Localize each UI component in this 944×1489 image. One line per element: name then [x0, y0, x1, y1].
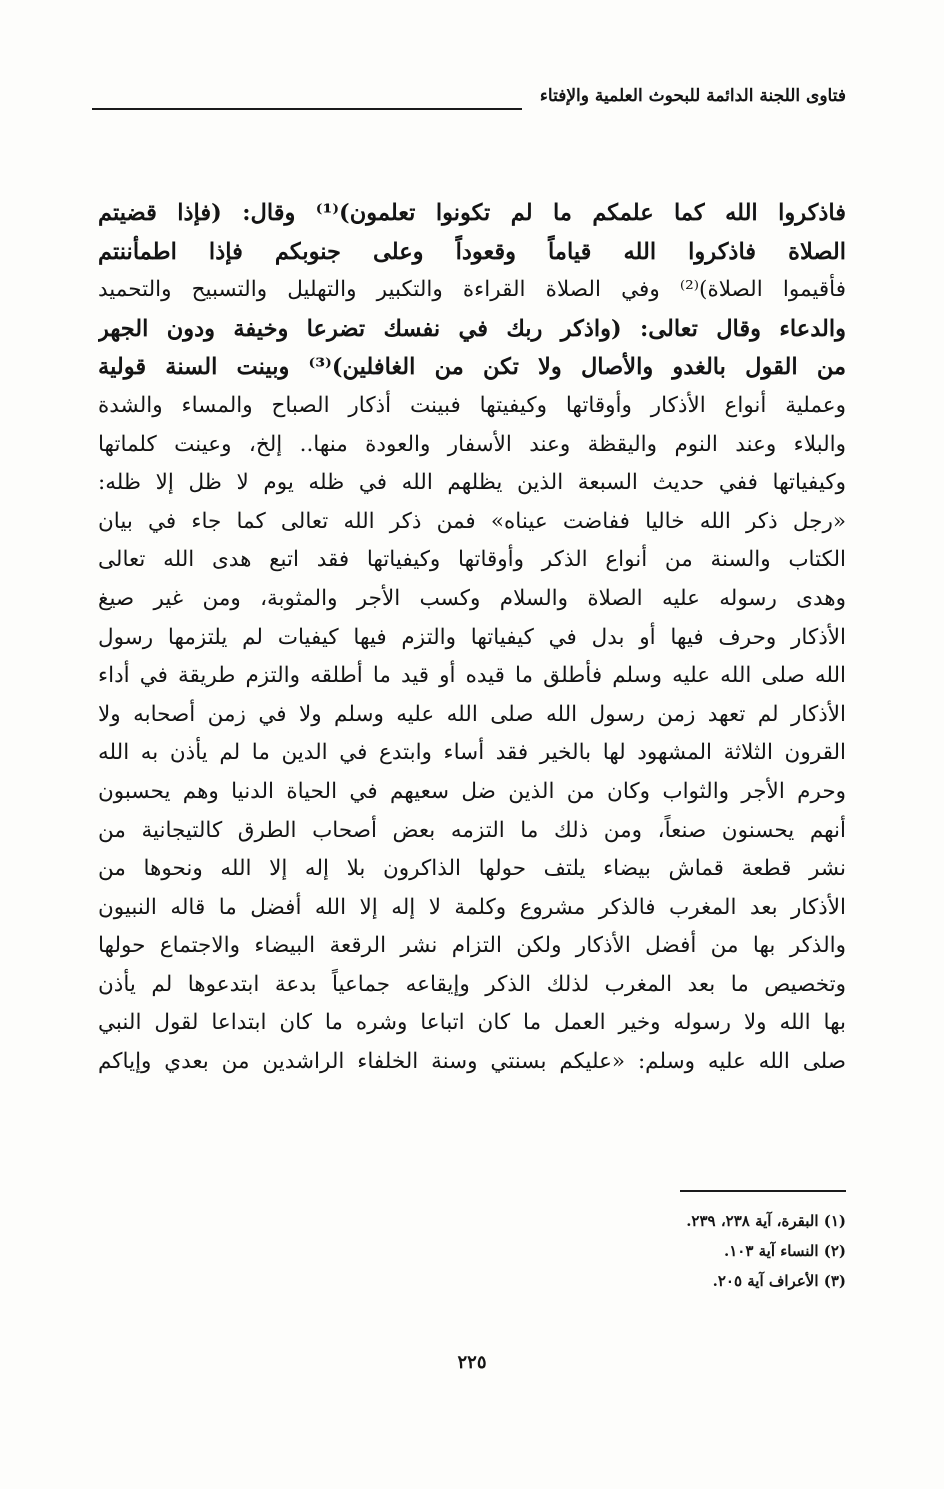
footnote: (٣) الأعراف آية ٢٠٥. — [712, 1272, 846, 1290]
body-text — [98, 194, 846, 1082]
text-line: وكيفياتها ففي حديث السبعة الذين يظلهم الله في ظله يوم لا ظل إلا ظله: — [98, 470, 846, 496]
footnote: (٢) النساء آية ١٠٣. — [724, 1242, 846, 1260]
running-head-title: فتاوى اللجنة الدائمة للبحوث العلمية والإفتاء — [539, 86, 846, 106]
text-line: الأذكار وحرف فيها أو بدل في كيفياتها والتزم فيها كيفيات لم يلتزمها رسول — [98, 624, 846, 650]
text-line: أنهم يحسنون صنعاً، ومن ذلك ما التزمه بعض أصحاب الطرق كالتيجانية من — [98, 817, 846, 843]
text-line: الصلاة فاذكروا الله قياماً وقعوداً وعلى جنوبكم فإذا اطمأننتم — [98, 238, 846, 265]
text-line: صلى الله عليه وسلم: «عليكم بسنتي وسنة الخلفاء الراشدين من بعدي وإياكم — [98, 1049, 846, 1075]
text-line: من القول بالغدو والأصال ولا تكن من الغافلين)⁽³⁾ وبينت السنة قولية — [98, 354, 846, 381]
text-line: بها الله ولا رسوله وخير العمل ما كان اتباعا وشره ما كان ابتداعا لقول النبي — [98, 1010, 846, 1036]
text-line: نشر قطعة قماش بيضاء يلتف حولها الذاكرون بلا إله إلا الله ونحوها من — [98, 856, 846, 882]
footnote: (١) البقرة، آية ٢٣٨، ٢٣٩. — [686, 1212, 846, 1230]
text-line: وحرم الأجر والثواب وكان من الذين ضل سعيهم في الحياة الدنيا وهم يحسبون — [98, 778, 846, 804]
text-line: فاذكروا الله كما علمكم ما لم تكونوا تعلمون)⁽¹⁾ وقال: (فإذا قضيتم — [98, 200, 846, 226]
text-line: والدعاء وقال تعالى: (واذكر ربك في نفسك تضرعا وخيفة ودون الجهر — [98, 315, 846, 342]
text-line: والذكر بها من أفضل الأذكار ولكن التزام نشر الرقعة البيضاء والاجتماع حولها — [98, 933, 846, 959]
text-line: والبلاء وعند النوم واليقظة وعند الأسفار والعودة منها.. إلخ، وعينت كلماتها — [98, 431, 846, 457]
text-line: القرون الثلاثة المشهود لها بالخير فقد أساء وابتدع في الدين ما لم يأذن به الله — [98, 740, 846, 766]
footnote-rule — [680, 1190, 846, 1192]
page-number: ٢٢٥ — [457, 1352, 487, 1373]
text-line: الكتاب والسنة من أنواع الذكر وأوقاتها وكيفياتها فقد اتبع هدى الله تعالى — [98, 547, 846, 573]
text-line: «رجل ذكر الله خاليا ففاضت عيناه» فمن ذكر الله تعالى كما جاء في بيان — [98, 508, 846, 534]
footnotes — [686, 1206, 846, 1296]
text-line: الله صلى الله عليه وسلم فأطلق ما قيده أو قيد ما أطلقه والتزم طريقة في أداء — [98, 663, 846, 689]
text-line: وتخصيص ما بعد المغرب لذلك الذكر وإيقاعه جماعياً بدعة ابتدعوها لم يأذن — [98, 971, 846, 997]
header-rule — [92, 108, 522, 110]
text-line: الأذكار لم تعهد زمن رسول الله صلى الله عليه وسلم ولا في زمن أصحابه ولا — [98, 701, 846, 727]
text-line: وهدى رسوله عليه الصلاة والسلام وكسب الأجر والمثوبة، ومن غير صيغ — [98, 585, 846, 611]
text-line: وعملية أنواع الأذكار وأوقاتها وكيفيتها فبينت أذكار الصباح والمساء والشدة — [98, 392, 846, 418]
text-line: فأقيموا الصلاة)⁽²⁾ وفي الصلاة القراءة والتكبير والتهليل والتسبيح والتحميد — [98, 277, 846, 303]
text-line: الأذكار بعد المغرب فالذكر مشروع وكلمة لا إله إلا الله أفضل ما قاله النبيون — [98, 894, 846, 920]
